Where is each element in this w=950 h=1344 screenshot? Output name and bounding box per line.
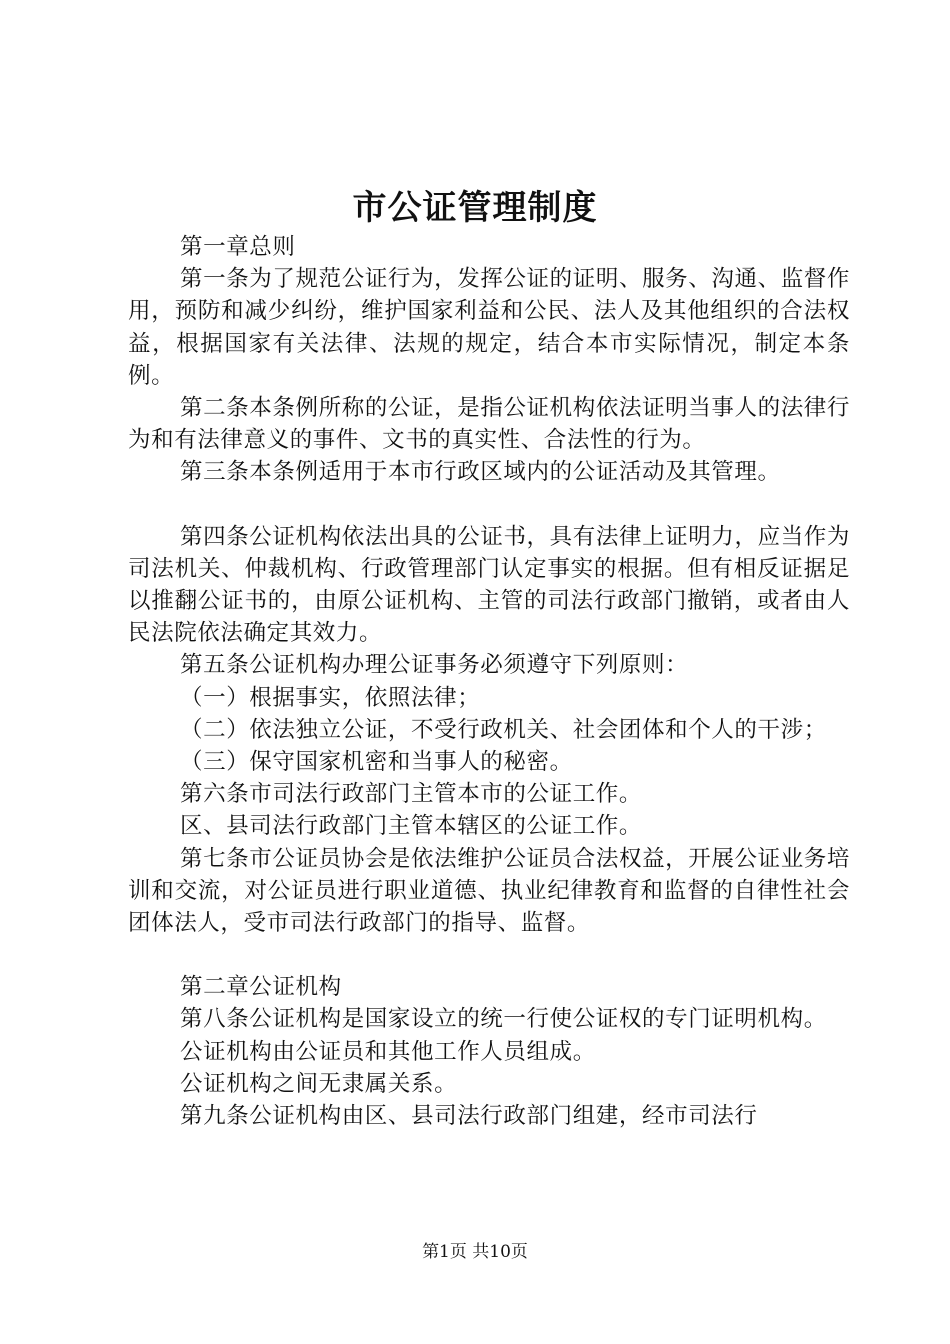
list-item: （一）根据事实，依照法律； [180, 684, 481, 711]
list-item: （三）保守国家机密和当事人的秘密。 [180, 749, 573, 776]
chapter-heading: 第二章公证机构 [180, 974, 342, 1001]
paragraph: 第一条为了规范公证行为，发挥公证的证明、服务、沟通、监督作用，预防和减少纠纷，维护国家利益和公民、法人及其他组织的合法权益，根据国家有关法律、法规的规定，结合本市实际情况，制定本条例。 [128, 266, 850, 389]
paragraph: 第三条本条例适用于本市行政区域内的公证活动及其管理。 [180, 459, 781, 486]
paragraph: 区、县司法行政部门主管本辖区的公证工作。 [180, 813, 643, 840]
list-item: （二）依法独立公证，不受行政机关、社会团体和个人的干涉； [180, 716, 827, 743]
document-body [128, 231, 850, 1132]
paragraph: 公证机构由公证员和其他工作人员组成。 [180, 1038, 596, 1065]
paragraph: 第六条市司法行政部门主管本市的公证工作。 [180, 781, 643, 808]
paragraph: 第五条公证机构办理公证事务必须遵守下列原则： [180, 652, 689, 679]
paragraph: 第七条市公证员协会是依法维护公证员合法权益，开展公证业务培训和交流，对公证员进行职业道德、执业纪律教育和监督的自律性社会团体法人，受市司法行政部门的指导、监督。 [128, 845, 850, 937]
paragraph: 第八条公证机构是国家设立的统一行使公证权的专门证明机构。 [180, 1006, 827, 1033]
paragraph: 公证机构之间无隶属关系。 [180, 1070, 458, 1097]
chapter-heading: 第一章总则 [180, 234, 296, 260]
paragraph: 第九条公证机构由区、县司法行政部门组建，经市司法行 [180, 1103, 758, 1130]
paragraph: 第四条公证机构依法出具的公证书，具有法律上证明力，应当作为司法机关、仲裁机构、行政管理部门认定事实的根据。但有相反证据足以推翻公证书的，由原公证机构、主管的司法行政部门撤销，或者由人民法院依法确定其效力。 [128, 523, 850, 647]
document-title: 市公证管理制度 [352, 188, 598, 228]
page-footer: 第1页 共10页 [422, 1242, 528, 1262]
paragraph: 第二条本条例所称的公证，是指公证机构依法证明当事人的法律行为和有法律意义的事件、文书的真实性、合法性的行为。 [128, 395, 850, 454]
